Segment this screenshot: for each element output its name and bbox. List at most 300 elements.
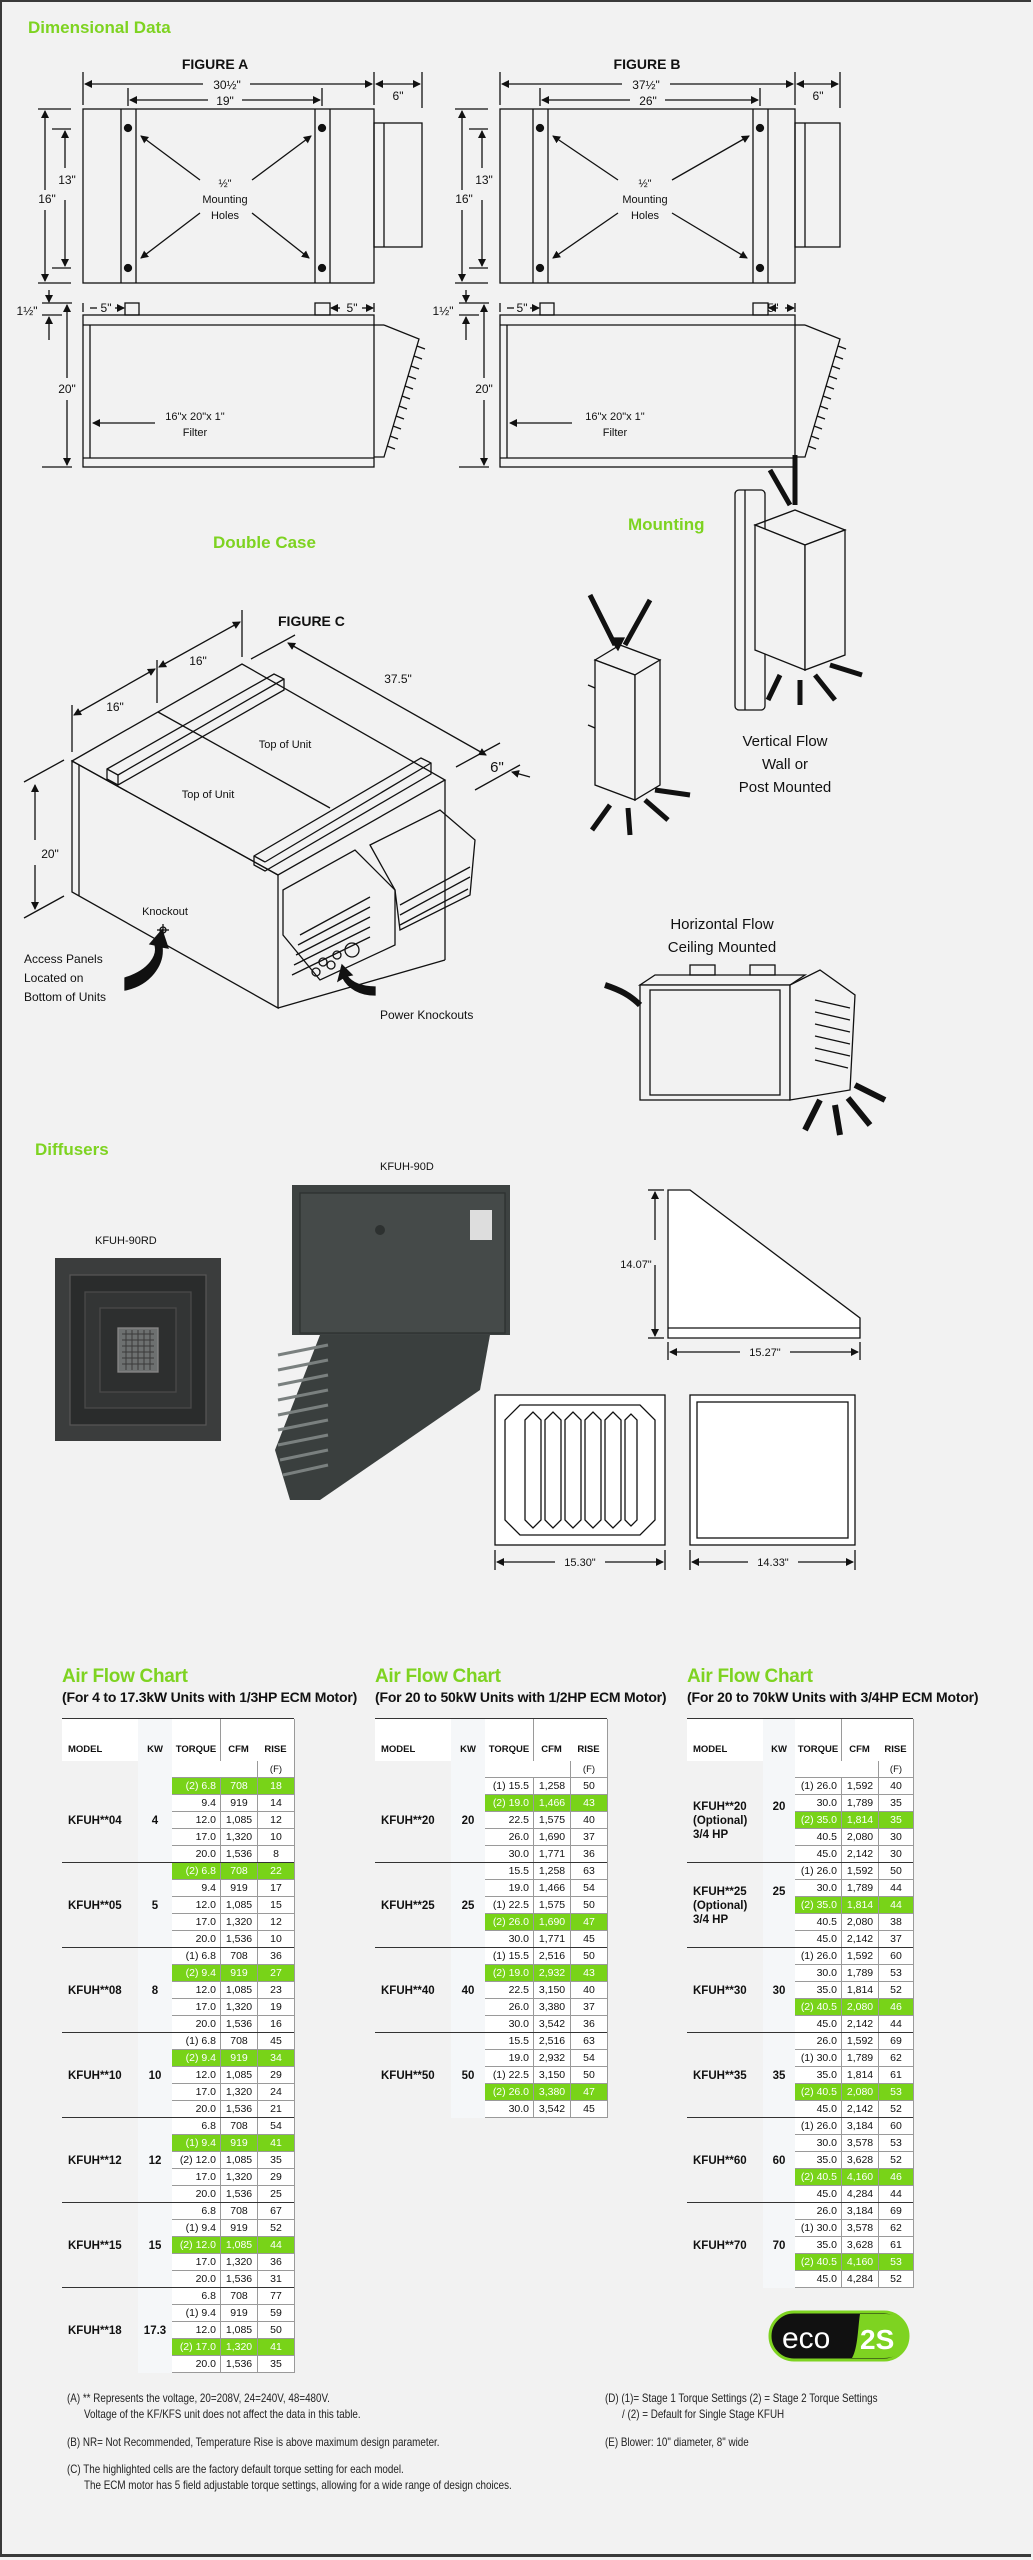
figure-c [24,610,530,1008]
diffuser-90rd-label: KFUH-90RD [95,1235,157,1247]
cfm-cell: 2,932 [533,2050,570,2067]
dim-offset-left: 5" [100,301,112,315]
cfm-cell: 1,320 [220,1829,257,1846]
holes-label: Holes [210,210,240,222]
rise-cell: 46 [878,2169,913,2186]
header-cfm: CFM [849,1744,870,1755]
torque-cell: 20.0 [172,2271,220,2288]
rise-cell: 44 [878,2186,913,2203]
cfm-cell: 2,516 [533,1948,570,1965]
cfm-cell: 1,814 [841,1812,878,1829]
header-kw: KW [771,1744,787,1755]
dim-fan-depth: 6" [490,759,504,776]
model-name: KFUH**08 [68,1984,122,1997]
rise-cell: 30 [878,1829,913,1846]
torque-cell: (1) 9.4 [172,2305,220,2322]
note-a: (A) ** Represents the voltage, 20=208V, 24=240V, 48=480V. [67,2391,330,2405]
cfm-cell: 1,575 [533,1897,570,1914]
figure-b [455,72,846,467]
torque-cell: 6.8 [172,2203,220,2220]
cfm-cell: 3,628 [841,2237,878,2254]
rise-cell: 23 [257,1982,294,1999]
torque-cell: 30.0 [485,1846,533,1863]
rise-cell: 22 [257,1863,294,1880]
torque-cell: 12.0 [172,1812,220,1829]
kw-value: 30 [772,1984,786,1997]
rise-cell: 12 [257,1812,294,1829]
torque-cell: (1) 26.0 [795,1778,841,1795]
air-flow-chart [62,1666,358,2370]
rise-cell: 46 [878,1999,913,2016]
torque-cell: 9.4 [172,1795,220,1812]
cfm-cell: 1,771 [533,1931,570,1948]
torque-cell: 26.0 [795,2203,841,2220]
model-name: KFUH**20 [381,1814,435,1827]
model-name: KFUH**15 [68,2239,122,2252]
rise-cell: 34 [257,2050,294,2067]
cfm-cell: 1,536 [220,2101,257,2118]
cfm-cell: 3,150 [533,1982,570,1999]
kw-value: 15 [148,2239,162,2252]
rise-cell: 38 [878,1914,913,1931]
cfm-cell: 3,542 [533,2016,570,2033]
torque-cell: 40.5 [795,1914,841,1931]
rise-unit: (F) [878,1761,913,1778]
rise-cell: 52 [878,2152,913,2169]
torque-cell: 17.0 [172,2254,220,2271]
rise-cell: 61 [878,2067,913,2084]
vertical-flow-label: Vertical Flow [742,733,828,750]
rise-cell: 52 [878,1982,913,1999]
cfm-cell: 1,592 [841,1863,878,1880]
torque-cell: (2) 35.0 [795,1897,841,1914]
chart-subtitle: (For 4 to 17.3kW Units with 1/3HP ECM Motor) [62,1689,358,1705]
model-name: KFUH**18 [68,2324,122,2337]
cfm-cell: 3,578 [841,2135,878,2152]
filter-label: 16"x 20"x 1" [165,411,225,423]
cfm-cell: 1,536 [220,2271,257,2288]
rise-cell: 16 [257,2016,294,2033]
access-panels-label: Bottom of Units [24,990,107,1004]
torque-cell: 20.0 [172,1846,220,1863]
model-name: KFUH**10 [68,2069,122,2082]
model-name: KFUH**50 [381,2069,435,2082]
rise-cell: 44 [878,2016,913,2033]
cfm-cell: 1,536 [220,1931,257,1948]
header-rise: RISE [577,1744,600,1755]
model-name: KFUH**04 [68,1814,122,1827]
cfm-cell: 708 [220,1948,257,1965]
rise-cell: 36 [570,2016,607,2033]
cfm-cell: 708 [220,2288,257,2305]
cfm-cell: 1,536 [220,2186,257,2203]
torque-cell: (2) 12.0 [172,2152,220,2169]
rise-unit: (F) [257,1761,294,1778]
rise-cell: 50 [570,1778,607,1795]
torque-cell: 30.0 [795,2135,841,2152]
rise-cell: 15 [257,1897,294,1914]
torque-cell: (2) 40.5 [795,2169,841,2186]
torque-cell: 6.8 [172,2288,220,2305]
cfm-cell: 708 [220,2033,257,2050]
rise-cell: 45 [570,2101,607,2118]
rise-cell: 19 [257,1999,294,2016]
rise-cell: 45 [570,1931,607,1948]
torque-cell: 26.0 [485,1829,533,1846]
cfm-cell: 1,085 [220,1982,257,1999]
torque-cell: (1) 6.8 [172,2033,220,2050]
power-knockouts-label: Power Knockouts [380,1008,474,1022]
filter-label: Filter [602,427,628,439]
kw-value: 4 [151,1814,159,1827]
torque-cell: 30.0 [795,1795,841,1812]
torque-cell: (2) 26.0 [485,1914,533,1931]
torque-cell: 30.0 [485,2101,533,2118]
torque-cell: 12.0 [172,1982,220,1999]
kw-value: 10 [148,2069,162,2082]
mounting-labels [668,733,831,956]
cfm-cell: 1,085 [220,2152,257,2169]
figure-b-title: FIGURE B [613,56,681,72]
cfm-cell: 708 [220,1778,257,1795]
cfm-cell: 1,258 [533,1863,570,1880]
air-flow-table [62,1718,294,2373]
chart-title: Air Flow Chart [62,1666,188,1687]
kw-value: 17.3 [143,2324,167,2337]
rise-cell: 10 [257,1931,294,1948]
rise-cell: 29 [257,2067,294,2084]
torque-cell: 20.0 [172,2186,220,2203]
top-of-unit-label: Top of Unit [258,739,312,751]
cfm-cell: 1,466 [533,1795,570,1812]
air-flow-chart [687,1666,979,2285]
cfm-cell: 1,085 [220,2322,257,2339]
torque-cell: (2) 12.0 [172,2237,220,2254]
torque-cell: (2) 6.8 [172,1778,220,1795]
cfm-cell: 1,814 [841,1982,878,1999]
dim-fan-depth: 6" [392,89,404,103]
torque-cell: 35.0 [795,1982,841,1999]
torque-cell: (2) 40.5 [795,2084,841,2101]
rise-cell: 63 [570,2033,607,2050]
torque-cell: (2) 6.8 [172,1863,220,1880]
rise-cell: 44 [257,2237,294,2254]
torque-cell: (1) 15.5 [485,1778,533,1795]
rise-cell: 37 [878,1931,913,1948]
rise-cell: 40 [570,1812,607,1829]
diffuser-back-drawing [690,1395,855,1570]
rise-cell: 40 [570,1982,607,1999]
dim-width-1: 16" [106,700,124,714]
cfm-cell: 919 [220,2050,257,2067]
filter-label: 16"x 20"x 1" [585,411,645,423]
model-name: KFUH**35 [693,2069,747,2082]
cfm-cell: 1,320 [220,2254,257,2271]
cfm-cell: 1,789 [841,1795,878,1812]
rise-cell: 63 [570,1863,607,1880]
rise-cell: 52 [878,2101,913,2118]
air-flow-chart [375,1666,667,2115]
horizontal-flow-label: Ceiling Mounted [667,939,777,956]
cfm-cell: 3,184 [841,2118,878,2135]
rise-cell: 18 [257,1778,294,1795]
torque-cell: 35.0 [795,2067,841,2084]
torque-cell: 45.0 [795,2016,841,2033]
cfm-cell: 1,258 [533,1778,570,1795]
rise-cell: 62 [878,2220,913,2237]
cfm-cell: 3,578 [841,2220,878,2237]
horizontal-flow-label: Horizontal Flow [670,916,774,933]
model-name: KFUH**30 [693,1984,747,1997]
kw-value: 70 [772,2239,786,2252]
torque-cell: (1) 26.0 [795,1948,841,1965]
rise-cell: 8 [257,1846,294,1863]
rise-cell: 43 [570,1965,607,1982]
torque-cell: (2) 19.0 [485,1795,533,1812]
torque-cell: 45.0 [795,1931,841,1948]
torque-cell: 30.0 [485,1931,533,1948]
cfm-cell: 2,080 [841,1999,878,2016]
cfm-cell: 1,592 [841,1778,878,1795]
rise-cell: 59 [257,2305,294,2322]
chart-title: Air Flow Chart [687,1666,813,1687]
cfm-cell: 1,085 [220,1812,257,1829]
knockout-label: Knockout [142,906,188,918]
torque-cell: 45.0 [795,2101,841,2118]
torque-cell: (2) 35.0 [795,1812,841,1829]
torque-cell: 45.0 [795,2271,841,2288]
cfm-cell: 2,932 [533,1965,570,1982]
dim-fan-depth: 6" [812,89,824,103]
header-kw: KW [460,1744,476,1755]
header-model: MODEL [693,1744,728,1755]
kw-value: 25 [772,1885,786,1898]
model-name: KFUH**70 [693,2239,747,2252]
cfm-cell: 1,536 [220,2016,257,2033]
cfm-cell: 2,080 [841,1914,878,1931]
rise-cell: 53 [878,1965,913,1982]
torque-cell: 17.0 [172,1914,220,1931]
torque-cell: (1) 26.0 [795,2118,841,2135]
model-name: (Optional) [693,1899,748,1912]
torque-cell: 17.0 [172,1829,220,1846]
cfm-cell: 708 [220,1863,257,1880]
torque-cell: (2) 26.0 [485,2084,533,2101]
model-name: KFUH**25 [381,1899,435,1912]
cfm-cell: 4,160 [841,2254,878,2271]
dim-hole-spacing: 26" [639,94,657,108]
torque-cell: 26.0 [485,1999,533,2016]
torque-cell: 45.0 [795,1846,841,1863]
note-c-cont: The ECM motor has 5 field adjustable torque settings, allowing for a wide range of design choices. [84,2478,512,2492]
rise-cell: 27 [257,1965,294,1982]
header-model: MODEL [68,1744,103,1755]
cfm-cell: 2,142 [841,2101,878,2118]
torque-cell: (1) 9.4 [172,2135,220,2152]
rise-cell: 35 [257,2356,294,2373]
rise-cell: 50 [257,2322,294,2339]
rise-cell: 53 [878,2254,913,2271]
dim-hole-height: 13" [58,173,76,187]
kw-value: 35 [772,2069,786,2082]
torque-cell: 20.0 [172,2016,220,2033]
cfm-cell: 1,320 [220,1999,257,2016]
rise-cell: 53 [878,2135,913,2152]
torque-cell: (1) 22.5 [485,2067,533,2084]
filter-label: Filter [182,427,208,439]
dim-depth: 20" [475,382,493,396]
cfm-cell: 919 [220,1880,257,1897]
cfm-cell: 1,536 [220,2356,257,2373]
section-title-dimensional: Dimensional Data [28,18,171,37]
torque-cell: (1) 26.0 [795,1863,841,1880]
cfm-cell: 4,284 [841,2186,878,2203]
cfm-cell: 919 [220,2220,257,2237]
model-name: 3/4 HP [693,1913,729,1926]
dim-height: 20" [41,847,59,861]
torque-cell: 17.0 [172,1999,220,2016]
torque-cell: 17.0 [172,2169,220,2186]
dim-overall-width: 37½" [632,78,660,92]
logo-text: eco [782,2322,831,2355]
cfm-cell: 1,592 [841,2033,878,2050]
model-name: 3/4 HP [693,1828,729,1841]
torque-cell: 12.0 [172,2322,220,2339]
cfm-cell: 1,789 [841,1880,878,1897]
dim-height: 16" [455,192,473,206]
torque-cell: (2) 9.4 [172,1965,220,1982]
rise-cell: 52 [878,2271,913,2288]
dim-side-width: 15.27" [749,1347,781,1359]
torque-cell: 15.5 [485,2033,533,2050]
air-flow-table [687,1718,913,2288]
cfm-cell: 4,284 [841,2271,878,2288]
holes-label: ½" [638,178,652,190]
holes-label: Holes [630,210,660,222]
header-torque: TORQUE [175,1744,217,1755]
rise-cell: 69 [878,2033,913,2050]
model-name: KFUH**12 [68,2154,122,2167]
cfm-cell: 1,536 [220,1846,257,1863]
cfm-cell: 1,320 [220,2339,257,2356]
note-d: (D) (1)= Stage 1 Torque Settings (2) = Stage 2 Torque Settings [605,2391,878,2405]
cfm-cell: 1,814 [841,1897,878,1914]
rise-cell: 21 [257,2101,294,2118]
torque-cell: (1) 30.0 [795,2220,841,2237]
chart-title: Air Flow Chart [375,1666,501,1687]
header-torque: TORQUE [488,1744,530,1755]
model-name: (Optional) [693,1814,748,1827]
rise-cell: 54 [570,2050,607,2067]
chart-subtitle: (For 20 to 70kW Units with 3/4HP ECM Motor) [687,1689,979,1705]
kw-value: 5 [151,1899,159,1912]
rise-cell: 14 [257,1795,294,1812]
dim-tab-height: 1½" [16,304,38,318]
torque-cell: 20.0 [172,2356,220,2373]
rise-cell: 10 [257,1829,294,1846]
dim-hole-spacing: 19" [216,94,234,108]
cfm-cell: 3,150 [533,2067,570,2084]
note-b: (B) NR= Not Recommended, Temperature Rise is above maximum design parameter. [67,2435,440,2449]
rise-cell: 47 [570,2084,607,2101]
cfm-cell: 1,085 [220,1897,257,1914]
diffuser-side-drawing [648,1190,860,1360]
kw-value: 8 [151,1984,159,1997]
torque-cell: 30.0 [795,1965,841,1982]
top-of-unit-label: Top of Unit [181,789,235,801]
torque-cell: 22.5 [485,1982,533,1999]
cfm-cell: 1,690 [533,1829,570,1846]
vertical-flow-label: Wall or [761,756,809,773]
note-c: (C) The highlighted cells are the factory default torque setting for each model. [67,2462,404,2476]
torque-cell: 6.8 [172,2118,220,2135]
figure-b-labels [433,56,824,439]
access-panels-label: Access Panels [24,952,103,966]
figure-c-labels [24,613,504,1022]
diffuser-90d-label: KFUH-90D [380,1161,434,1173]
cfm-cell: 1,466 [533,1880,570,1897]
cfm-cell: 2,080 [841,2084,878,2101]
access-panels-label: Located on [24,971,84,985]
rise-cell: 30 [878,1846,913,1863]
rise-cell: 52 [257,2220,294,2237]
figure-a [38,72,425,467]
rise-cell: 12 [257,1914,294,1931]
dim-tab-height: 1½" [432,304,454,318]
rise-cell: 45 [257,2033,294,2050]
model-name: KFUH**60 [693,2154,747,2167]
dim-overall-width: 30½" [213,78,241,92]
dim-height: 16" [38,192,56,206]
cfm-cell: 2,142 [841,2016,878,2033]
rise-cell: 53 [878,2084,913,2101]
diffuser-90rd [55,1258,221,1441]
rise-cell: 50 [570,1948,607,1965]
cfm-cell: 3,542 [533,2101,570,2118]
rise-cell: 60 [878,1948,913,1965]
rise-cell: 50 [570,2067,607,2084]
rise-cell: 62 [878,2050,913,2067]
torque-cell: 17.0 [172,2084,220,2101]
dim-offset-right: 5" [767,301,779,315]
figure-a-labels [17,56,404,439]
torque-cell: (2) 17.0 [172,2339,220,2356]
torque-cell: 30.0 [795,1880,841,1897]
cfm-cell: 708 [220,2118,257,2135]
torque-cell: (1) 9.4 [172,2220,220,2237]
rise-cell: 69 [878,2203,913,2220]
model-name: KFUH**05 [68,1899,122,1912]
dim-front-width: 15.30" [564,1557,596,1569]
rise-cell: 44 [878,1880,913,1897]
torque-cell: 35.0 [795,2237,841,2254]
cfm-cell: 1,575 [533,1812,570,1829]
holes-label: ½" [218,178,232,190]
header-torque: TORQUE [797,1744,839,1755]
rise-cell: 37 [570,1829,607,1846]
diffuser-90d-photo [275,1185,510,1500]
torque-cell: (1) 22.5 [485,1897,533,1914]
dim-offset-right: 5" [346,301,358,315]
header-cfm: CFM [228,1744,249,1755]
vertical-flow-label: Post Mounted [738,779,832,796]
rise-cell: 44 [878,1897,913,1914]
rise-cell: 17 [257,1880,294,1897]
cfm-cell: 1,085 [220,2237,257,2254]
model-name: KFUH**20 [693,1800,747,1813]
kw-value: 25 [461,1899,475,1912]
cfm-cell: 3,380 [533,1999,570,2016]
